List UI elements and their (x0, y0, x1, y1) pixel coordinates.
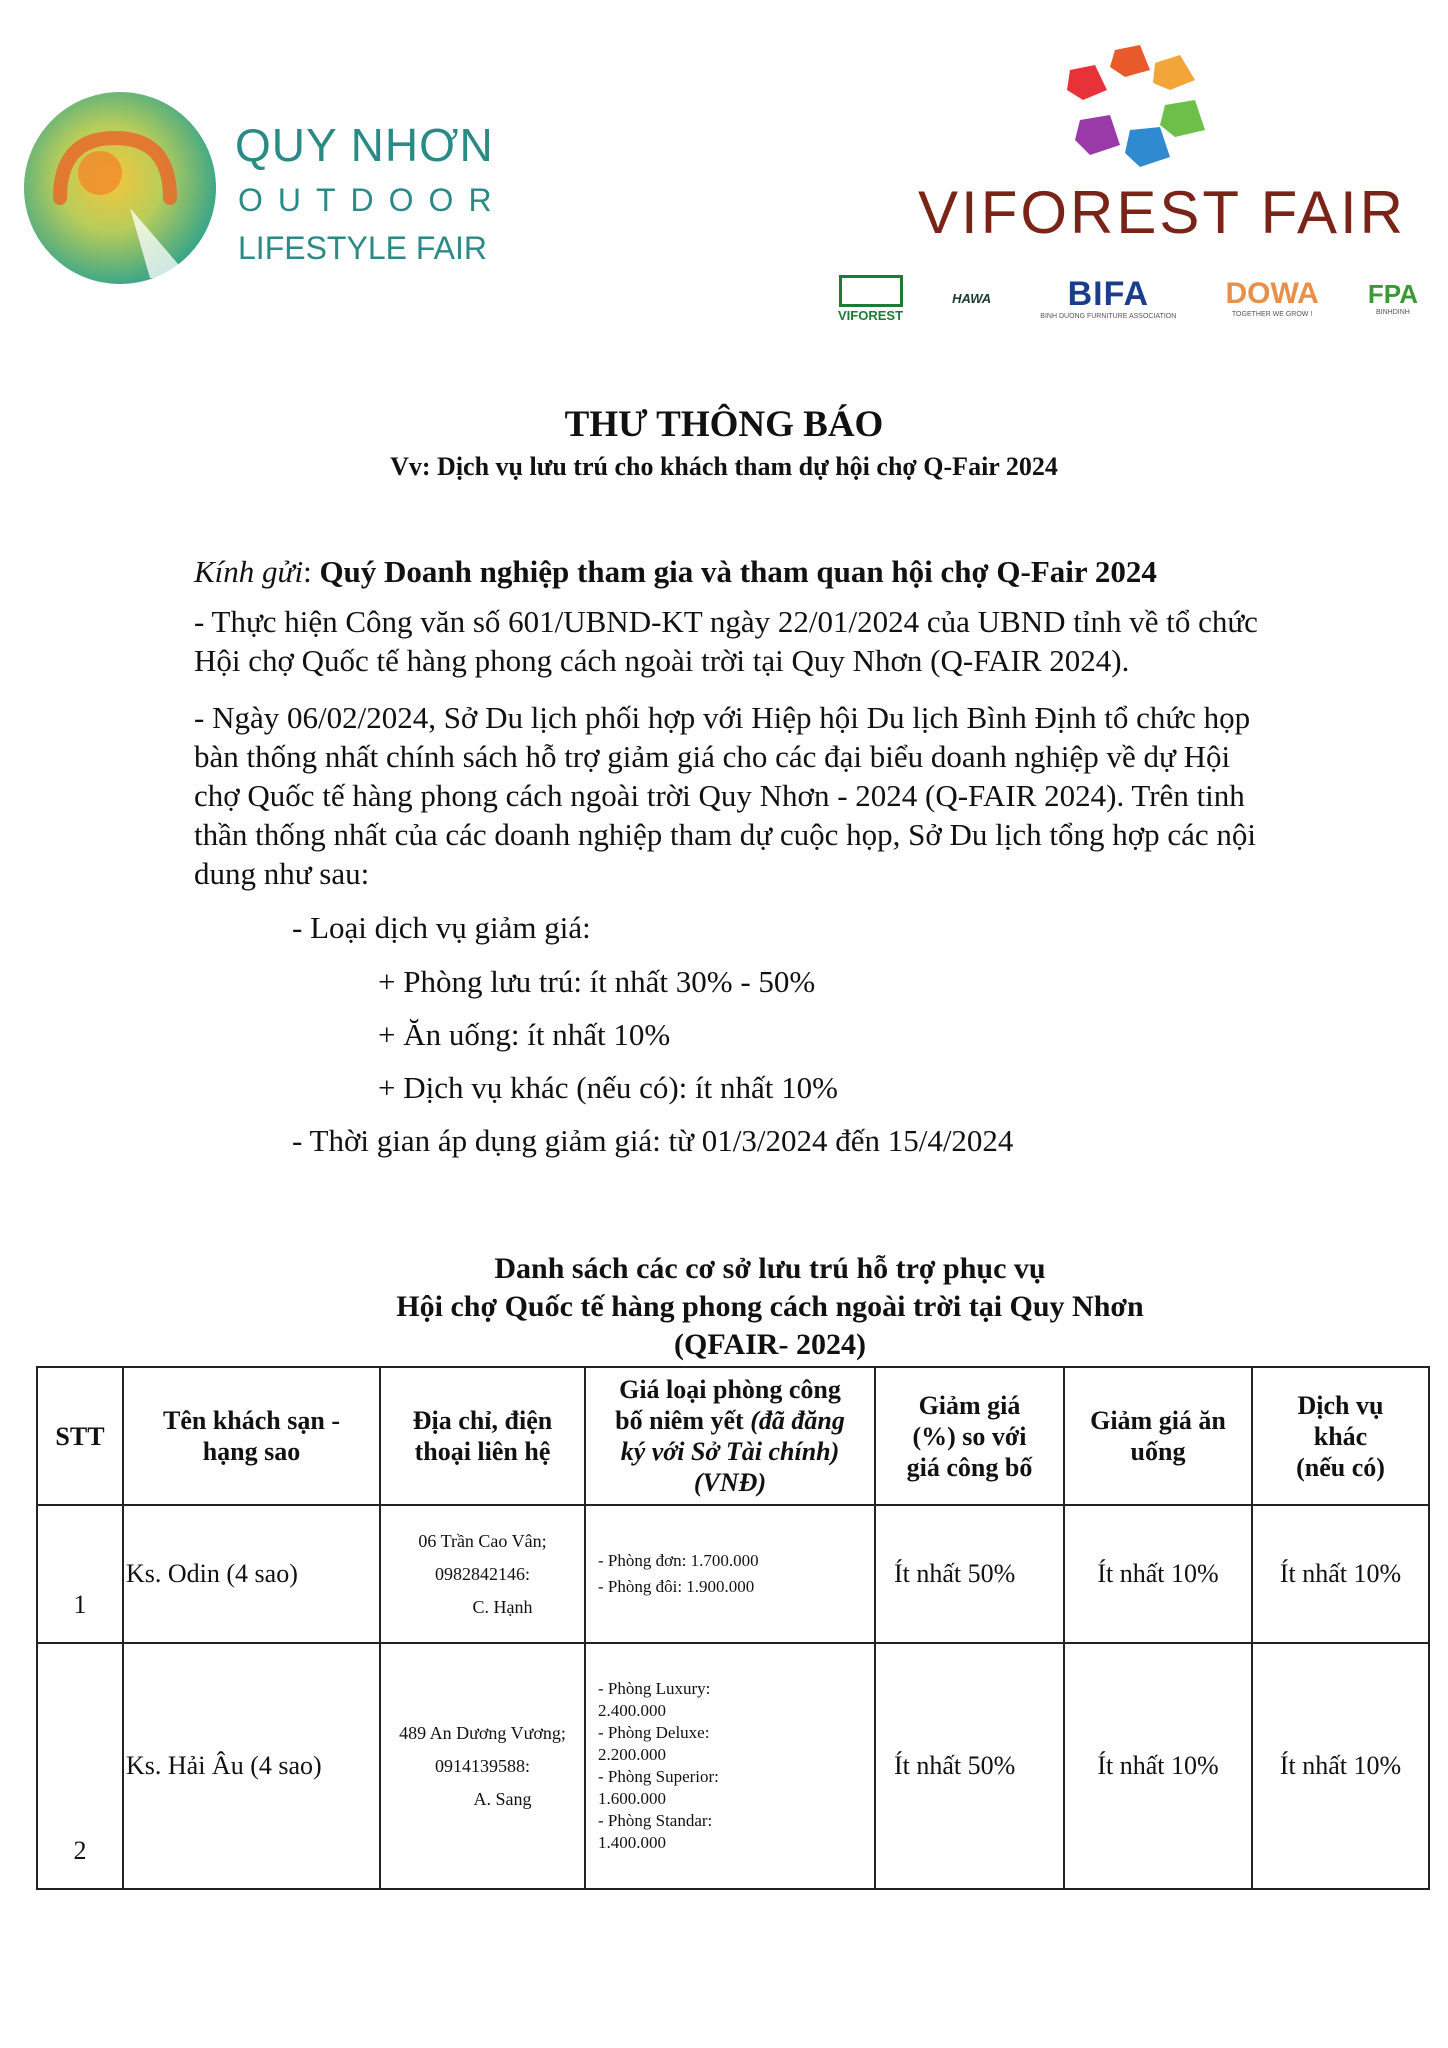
paragraph-2-line: bàn thống nhất chính sách hỗ trợ giảm giá cho các đại biểu doanh nghiệp về dự Hội (194, 739, 1231, 774)
greeting-label: Kính gửi (194, 554, 304, 589)
row-price-line: - Phòng đôi: 1.900.000 (598, 1577, 755, 1596)
service-item-other: + Dịch vụ khác (nếu có): ít nhất 10% (378, 1070, 838, 1105)
row-price-line: 2.200.000 (598, 1745, 666, 1764)
sponsor-fpa-sub: BINHDINH (1376, 308, 1410, 316)
paragraph-1-line: - Thực hiện Công văn số 601/UBND-KT ngày 22/01/2024 của UBND tỉnh về tổ chức (194, 604, 1258, 639)
row-price-line: 1.600.000 (598, 1789, 666, 1808)
table-header-row (37, 1367, 1429, 1505)
greeting: Kính gửi: Quý Doanh nghiệp tham gia và tham quan hội chợ Q-Fair 2024 (194, 554, 1157, 589)
service-item-rooms: + Phòng lưu trú: ít nhất 30% - 50% (378, 964, 816, 999)
row-address-line: A. Sang (473, 1788, 532, 1809)
row-address (380, 1505, 585, 1643)
qn-logo-line3: LIFESTYLE FAIR (238, 230, 487, 266)
header-discount-line: Giảm giá (918, 1390, 1021, 1420)
row-address-line: 489 An Dương Vương; (399, 1722, 566, 1743)
row-address-line: 06 Trần Cao Vân; (418, 1530, 547, 1551)
sponsor-bifa-sub: BINH DUONG FURNITURE ASSOCIATION (1040, 312, 1177, 320)
document-title: THƯ THÔNG BÁO (564, 404, 884, 445)
table-row (37, 1505, 1429, 1643)
header-price-line (586, 1405, 874, 1436)
row-hotel-name: Ks. Odin (4 sao) (123, 1505, 380, 1643)
row-room-discount: Ít nhất 50% (875, 1643, 1064, 1889)
paragraph-2 (194, 698, 1256, 893)
qn-logo-line2: OUTDOOR (238, 182, 507, 218)
sponsor-viforest-logo (838, 275, 903, 322)
row-address (380, 1643, 585, 1889)
header-discount-line: (%) so với (912, 1421, 1027, 1451)
row-price-line: - Phòng Standar: (598, 1811, 713, 1830)
paragraph-2-line: dung như sau: (194, 856, 370, 891)
row-other-discount: Ít nhất 10% (1252, 1643, 1429, 1889)
viforest-fair-title: VIFOREST FAIR (918, 179, 1406, 246)
row-food-discount: Ít nhất 10% (1064, 1505, 1252, 1643)
row-prices (585, 1505, 875, 1643)
row-address-line: C. Hạnh (472, 1596, 533, 1617)
header-hotel-name-line: hạng sao (202, 1437, 301, 1466)
hotel-table (36, 1366, 1430, 1890)
header-address (380, 1367, 585, 1505)
qn-logo-line1: QUY NHƠN (235, 119, 494, 171)
header-price-plain: bố niêm yết (615, 1406, 744, 1435)
row-prices (585, 1643, 875, 1889)
greeting-recipient: Quý Doanh nghiệp tham gia và tham quan hội chợ Q-Fair 2024 (319, 554, 1157, 589)
service-item-food: + Ăn uống: ít nhất 10% (378, 1017, 671, 1052)
viforest-cubes-icon (1055, 45, 1210, 175)
row-other-discount: Ít nhất 10% (1252, 1505, 1429, 1643)
header-room-discount (875, 1367, 1064, 1505)
sponsor-dowa-sub: TOGETHER WE GROW ! (1231, 310, 1313, 318)
header-listed-price (585, 1367, 875, 1505)
header-food-line: uống (1130, 1437, 1186, 1466)
quy-nhon-logo-icon (20, 88, 220, 288)
sponsor-hawa-label: HAWA (952, 290, 992, 306)
header-other-line: (nếu có) (1296, 1452, 1385, 1482)
header-price-italic: (đã đăng (750, 1406, 845, 1435)
row-price-line: - Phòng Deluxe: (598, 1723, 710, 1742)
row-stt: 2 (37, 1643, 123, 1889)
header-hotel-name (123, 1367, 380, 1505)
row-stt: 1 (37, 1505, 123, 1643)
row-price-line: - Phòng đơn: 1.700.000 (598, 1551, 759, 1570)
sponsor-dowa-label: DOWA (1225, 276, 1319, 310)
header-food-discount (1064, 1367, 1252, 1505)
row-address-line: 0982842146: (434, 1563, 530, 1584)
paragraph-1-line: Hội chợ Quốc tế hàng phong cách ngoài trời tại Quy Nhơn (Q-FAIR 2024). (194, 643, 1130, 678)
services-heading: - Loại dịch vụ giảm giá: (292, 910, 591, 945)
list-heading (0, 1250, 1448, 1364)
sponsor-viforest-label: VIFOREST (838, 307, 904, 323)
table-row (37, 1643, 1429, 1889)
header-price-line: ký với Sở Tài chính) (620, 1437, 840, 1466)
document-subtitle: Vv: Dịch vụ lưu trú cho khách tham dự hội chợ Q-Fair 2024 (390, 452, 1058, 481)
paragraph-2-line: thần thống nhất của các doanh nghiệp tham dự cuộc họp, Sở Du lịch tổng hợp các nội (194, 817, 1256, 852)
row-food-discount: Ít nhất 10% (1064, 1643, 1252, 1889)
row-price-line: - Phòng Superior: (598, 1767, 719, 1786)
header-stt: STT (37, 1367, 123, 1505)
header-food-line: Giảm giá ăn (1090, 1406, 1226, 1435)
sponsor-logos (838, 272, 1418, 324)
paragraph-1 (194, 602, 1258, 680)
sponsor-fpa-logo (1367, 278, 1418, 316)
header-address-line: thoại liên hệ (414, 1437, 551, 1466)
sponsor-bifa-label: BIFA (1067, 274, 1150, 313)
header-hotel-name-line: Tên khách sạn - (163, 1406, 340, 1435)
header-other-services (1252, 1367, 1429, 1505)
list-heading-line: Hội chợ Quốc tế hàng phong cách ngoài trời tại Quy Nhơn (396, 1290, 1144, 1323)
paragraph-2-line: chợ Quốc tế hàng phong cách ngoài trời Quy Nhơn - 2024 (Q-FAIR 2024). Trên tinh (194, 778, 1245, 813)
sponsor-hawa-logo (952, 292, 991, 305)
list-heading-line: Danh sách các cơ sở lưu trú hỗ trợ phục vụ (494, 1252, 1046, 1285)
list-heading-line: (QFAIR- 2024) (674, 1328, 866, 1361)
row-price-line: 1.400.000 (598, 1833, 666, 1852)
sponsor-bifa-logo (1040, 274, 1177, 320)
header-price-line: (VNĐ) (693, 1468, 767, 1497)
paragraph-2-line: - Ngày 06/02/2024, Sở Du lịch phối hợp với Hiệp hội Du lịch Bình Định tổ chức họp (194, 700, 1251, 735)
header-other-line: Dịch vụ (1297, 1390, 1384, 1420)
sponsor-dowa-logo (1225, 276, 1319, 318)
row-price-line: - Phòng Luxury: (598, 1679, 711, 1698)
row-address-line: 0914139588: (434, 1755, 530, 1776)
header-discount-line: giá công bố (906, 1452, 1033, 1482)
sponsor-fpa-label: FPA (1367, 278, 1418, 309)
row-room-discount: Ít nhất 50% (875, 1505, 1064, 1643)
header-price-line: Giá loại phòng công (619, 1375, 841, 1404)
viforest-emblem-icon (839, 275, 903, 307)
discount-period: - Thời gian áp dụng giảm giá: từ 01/3/2024 đến 15/4/2024 (292, 1123, 1014, 1158)
header-address-line: Địa chỉ, điện (412, 1406, 553, 1435)
row-price-line: 2.400.000 (598, 1701, 666, 1720)
header-other-line: khác (1313, 1421, 1368, 1451)
row-hotel-name: Ks. Hải Âu (4 sao) (123, 1643, 380, 1889)
